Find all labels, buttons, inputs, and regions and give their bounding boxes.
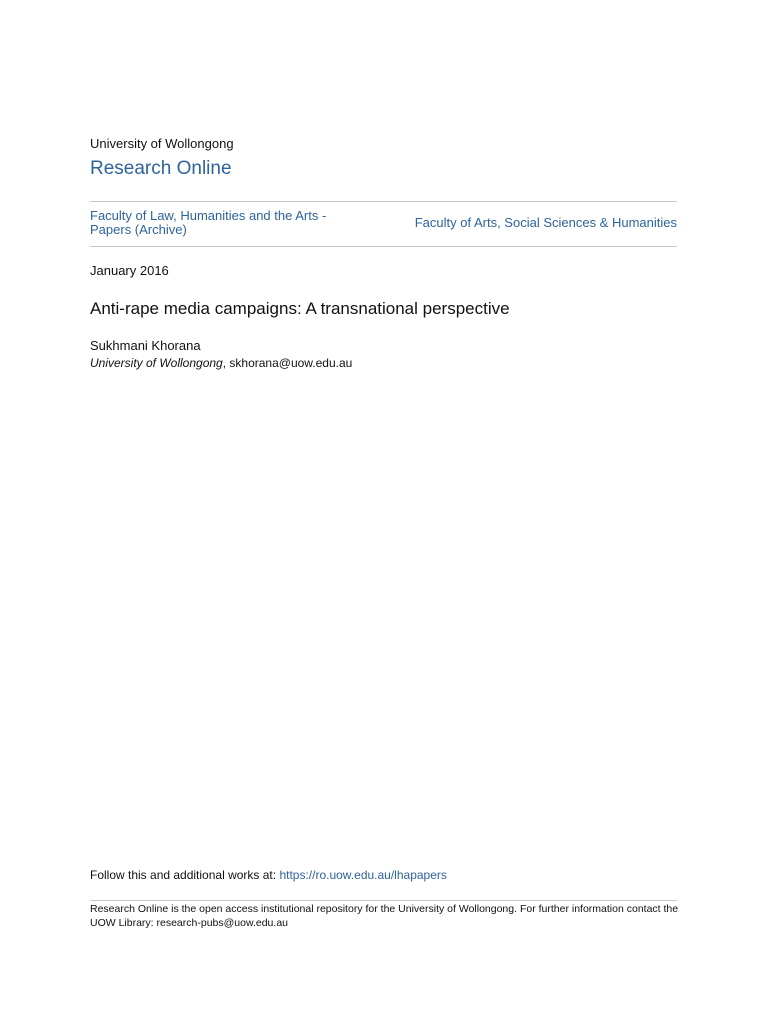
- publication-date: January 2016: [90, 263, 169, 278]
- footer-divider: [90, 900, 677, 901]
- affiliation-institution: University of Wollongong: [90, 356, 223, 370]
- collection-link-arts-social-sciences[interactable]: Faculty of Arts, Social Sciences & Humanities: [414, 215, 677, 230]
- repository-title-link[interactable]: Research Online: [90, 158, 232, 179]
- header-divider-top: [90, 201, 677, 202]
- header-divider-bottom: [90, 246, 677, 247]
- affiliation-email: , skhorana@uow.edu.au: [222, 356, 353, 370]
- author-affiliation: [90, 356, 352, 370]
- repository-notice: Research Online is the open access institutional repository for the University of Wollongong. For further information contact the UOW Library: research-pubs@uow.edu.au: [90, 903, 679, 929]
- paper-title: Anti-rape media campaigns: A transnational perspective: [90, 299, 510, 318]
- follow-works-link[interactable]: https://ro.uow.edu.au/lhapapers: [279, 868, 447, 882]
- follow-prefix: Follow this and additional works at:: [90, 868, 280, 882]
- follow-works-line: [90, 868, 447, 882]
- collection-link-law-humanities[interactable]: Faculty of Law, Humanities and the Arts - Papers (Archive): [90, 208, 327, 237]
- author-name: Sukhmani Khorana: [90, 338, 201, 353]
- institution-name: University of Wollongong: [90, 136, 234, 151]
